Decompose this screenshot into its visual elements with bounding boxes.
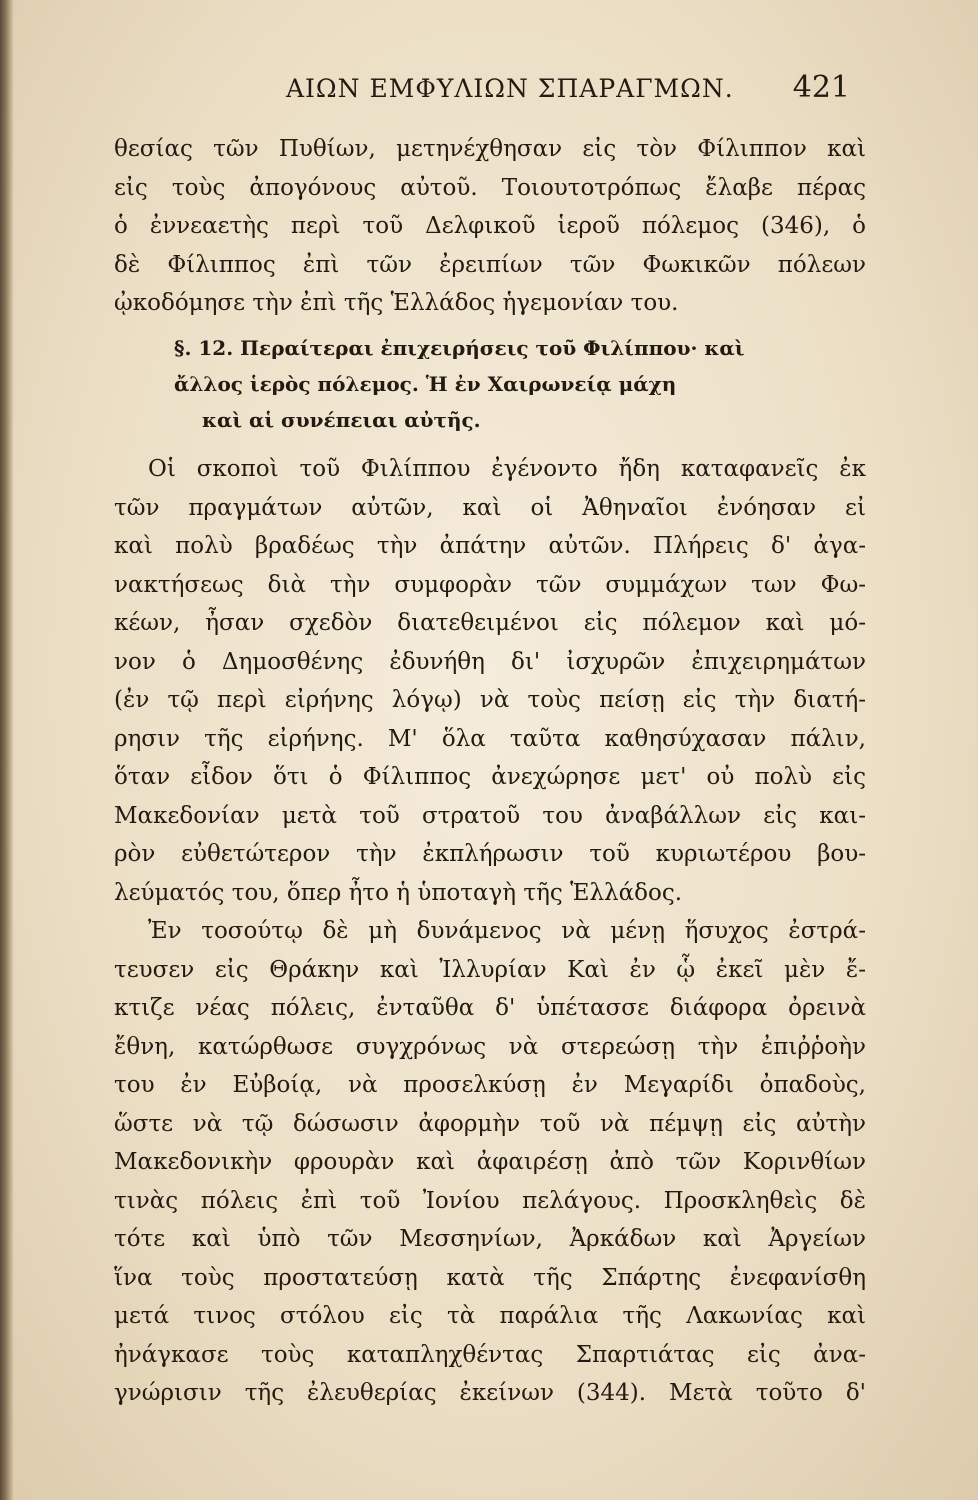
text-line: (ἐν τῷ περὶ εἰρήνης λόγῳ) νὰ τοὺς πείσῃ εἰς τὴν διατή- [114,687,866,713]
text-line: Μακεδονικὴν φρουρὰν καὶ ἀφαιρέσῃ ἀπὸ τῶν Κορινθίων [114,1149,866,1175]
paragraph-2 [114,912,866,1413]
text-line: ὁ ἐννεαετὴς περὶ τοῦ Δελφικοῦ ἱεροῦ πόλεμος (346), ὁ [114,213,866,239]
text-line: τότε καὶ ὑπὸ τῶν Μεσσηνίων, Ἀρκάδων καὶ Ἀργείων [114,1226,866,1252]
intro-paragraph [114,130,866,323]
text-line: τευσεν εἰς Θράκην καὶ Ἰλλυρίαν Καὶ ἐν ᾧ ἐκεῖ μὲν ἔ- [114,956,866,983]
text-line: ἵνα τοὺς προστατεύσῃ κατὰ τῆς Σπάρτης ἐνεφανίσθη [114,1264,866,1291]
text-line: νον ὁ Δημοσθένης ἐδυνήθη δι' ἰσχυρῶν ἐπιχειρημάτων [114,648,866,675]
text-line: λεύματός του, ὅπερ ἦτο ἡ ὑποταγὴ τῆς Ἑλλάδος. [114,879,683,906]
text-line: ἠνάγκασε τοὺς καταπληχθέντας Σπαρτιάτας εἰς ἀνα- [114,1341,866,1368]
text-line: καὶ πολὺ βραδέως τὴν ἀπάτην αὐτῶν. Πλήρεις δ' ἀγα- [114,533,866,559]
text-line: μετά τινος στόλου εἰς τὰ παράλια τῆς Λακωνίας καὶ [114,1303,866,1329]
text-line: ὅταν εἶδον ὅτι ὁ Φίλιππος ἀνεχώρησε μετ' οὐ πολὺ εἰς [114,764,866,790]
text-line: τινὰς πόλεις ἐπὶ τοῦ Ἰονίου πελάγους. Προσκληθεὶς δὲ [114,1187,866,1214]
section-heading-line: ἄλλος ἱερὸς πόλεμος. Ἡ ἐν Χαιρωνείᾳ μάχη [174,372,677,396]
text-line: νακτήσεως διὰ τὴν συμφορὰν τῶν συμμάχων των Φω- [114,571,866,598]
section-heading-line: καὶ αἱ συνέπειαι αὐτῆς. [202,408,481,432]
text-line: ᾠκοδόμησε τὴν ἐπὶ τῆς Ἑλλάδος ἡγεμονίαν του. [114,290,679,316]
text-line: Ἐν τοσούτῳ δὲ μὴ δυνάμενος νὰ μένῃ ἥσυχος ἐστρά- [148,918,866,944]
paragraph-1 [114,450,866,912]
text-line: τῶν πραγμάτων αὐτῶν, καὶ οἱ Ἀθηναῖοι ἐνόησαν εἰ [114,494,866,521]
text-line: γνώρισιν τῆς ἐλευθερίας ἐκείνων (344). Μετὰ τοῦτο δ' [114,1380,866,1406]
text-line: ὥστε νὰ τῷ δώσωσιν ἀφορμὴν τοῦ νὰ πέμψῃ εἰς αὐτὴν [114,1110,866,1137]
text-line: Μακεδονίαν μετὰ τοῦ στρατοῦ του ἀναβάλλων εἰς και- [114,802,866,829]
text-line: εἰς τοὺς ἀπογόνους αὐτοῦ. Τοιουτοτρόπως ἔλαβε πέρας [114,174,866,201]
page-header [0,70,978,110]
text-line: του ἐν Εὐβοίᾳ, νὰ προσελκύσῃ ἐν Μεγαρίδι ὀπαδοὺς, [114,1072,866,1098]
text-line: κέων, ἦσαν σχεδὸν διατεθειμένοι εἰς πόλεμον καὶ μό- [114,610,866,636]
page-gutter-shadow [0,0,14,1500]
section-heading-line: §. 12. Περαίτεραι ἐπιχειρήσεις τοῦ Φιλίππου· καὶ [174,336,745,360]
page-number: 421 [792,70,850,105]
running-title: ΑΙΩΝ ΕΜΦΥΛΙΩΝ ΣΠΑΡΑΓΜΩΝ. [286,74,734,103]
section-heading [174,330,824,438]
text-line: ρησιν τῆς εἰρήνης. Μ' ὅλα ταῦτα καθησύχασαν πάλιν, [114,725,866,752]
text-line: ρὸν εὐθετώτερον τὴν ἐκπλήρωσιν τοῦ κυριωτέρου βου- [114,841,866,867]
text-line: ἔθνη, κατώρθωσε συγχρόνως νὰ στερεώσῃ τὴν ἐπιῤῥοὴν [114,1033,866,1060]
text-line: κτιζε νέας πόλεις, ἐνταῦθα δ' ὑπέτασσε διάφορα ὀρεινὰ [114,995,866,1021]
text-line: δὲ Φίλιππος ἐπὶ τῶν ἐρειπίων τῶν Φωκικῶν πόλεων [114,251,866,278]
text-line: Οἱ σκοποὶ τοῦ Φιλίππου ἐγένοντο ἤδη καταφανεῖς ἐκ [148,456,866,482]
text-line: θεσίας τῶν Πυθίων, μετηνέχθησαν εἰς τὸν Φίλιππον καὶ [114,136,866,162]
